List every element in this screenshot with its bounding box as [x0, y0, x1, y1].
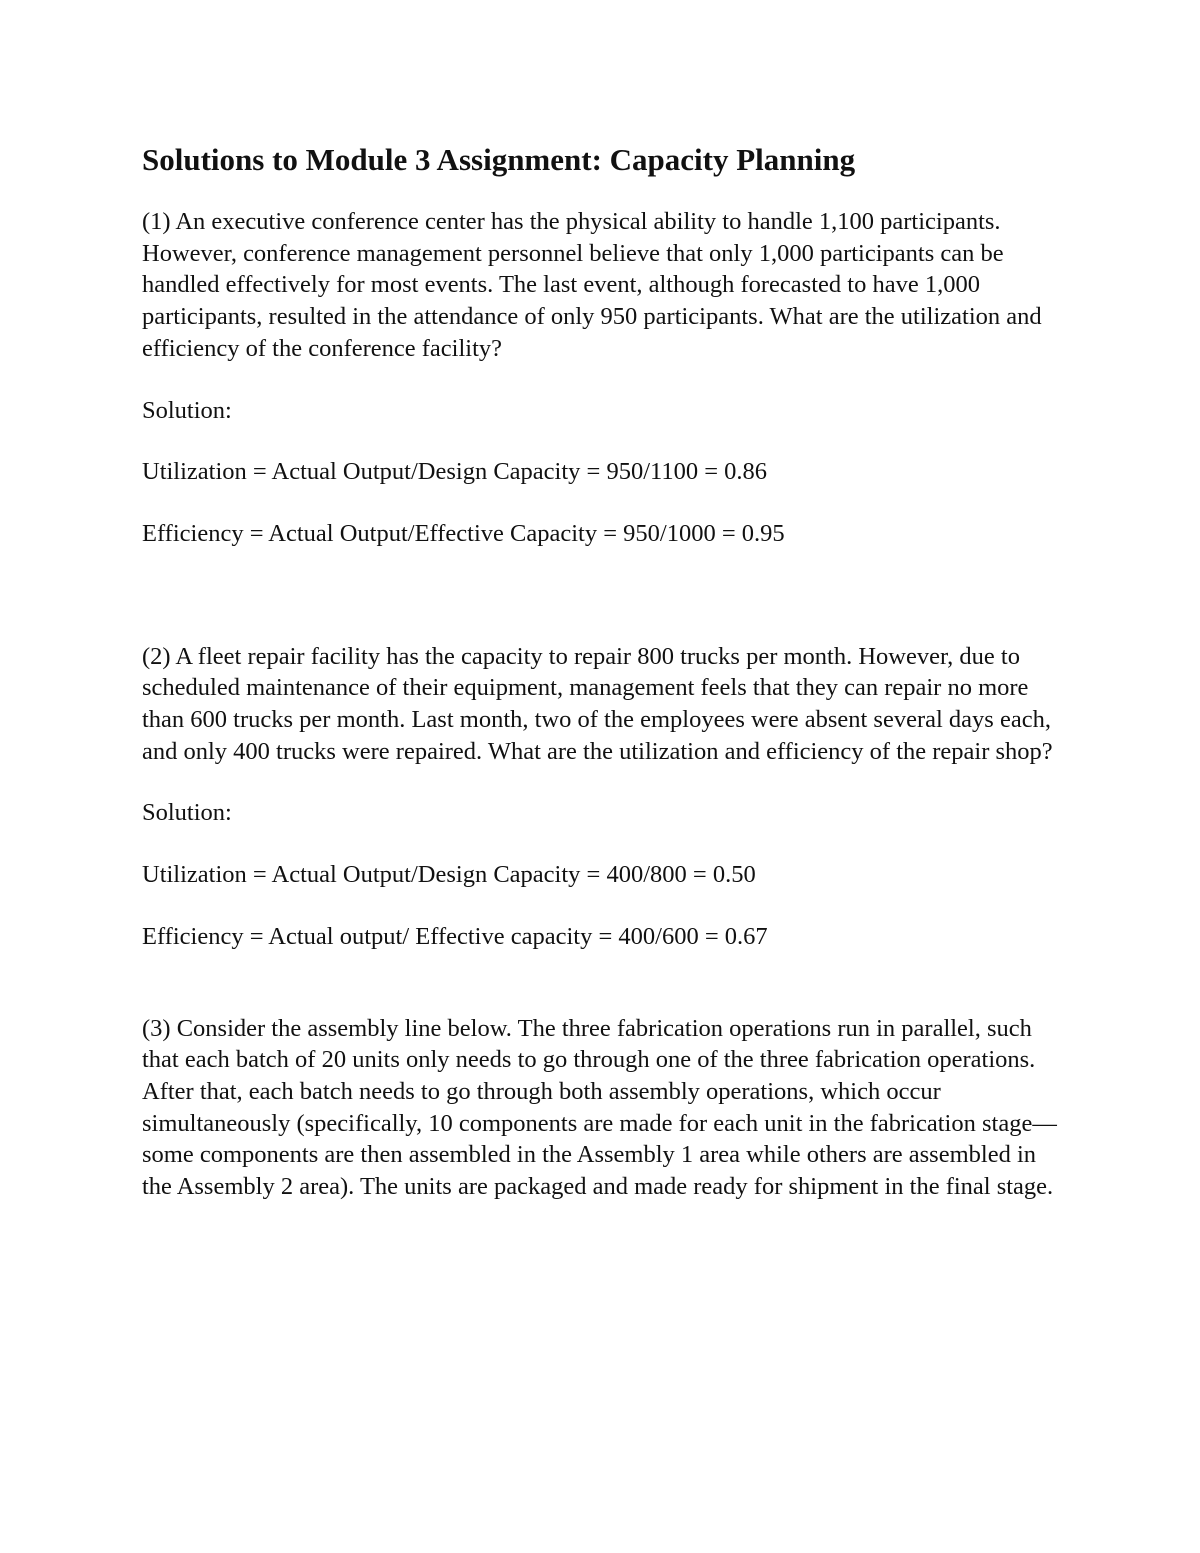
question-2-utilization: Utilization = Actual Output/Design Capacity = 400/800 = 0.50 — [142, 861, 756, 889]
document-title: Solutions to Module 3 Assignment: Capacity Planning — [142, 142, 856, 177]
question-1-utilization: Utilization = Actual Output/Design Capacity = 950/1100 = 0.86 — [142, 458, 768, 486]
question-1-text: (1) An executive conference center has the physical ability to handle 1,100 participants. However, conference management personnel believe that only 1,000 participants can be handled effectively for most events. The last event, although forecasted to have 1,000 participants, resulted in the attendance of only 950 participants. What are the utilization and efficiency of the conference facility? — [142, 208, 1042, 362]
question-1-efficiency: Efficiency = Actual Output/Effective Capacity = 950/1000 = 0.95 — [142, 519, 785, 547]
question-3-text: (3) Consider the assembly line below. The three fabrication operations run in parallel, such that each batch of 20 units only needs to go through one of the three fabrication operations. After that, each batch needs to go through both assembly operations, which occur simultaneously (specifically, 10 components are made for each unit in the fabrication stage—some components are then assembled in the Assembly 1 area while others are assembled in the Assembly 2 area). The units are packaged and made ready for shipment in the final stage. — [142, 1014, 1057, 1201]
question-2-text: (2) A fleet repair facility has the capacity to repair 800 trucks per month. However, due to scheduled maintenance of their equipment, management feels that they can repair no more than 600 trucks per month. Last month, two of the employees were absent several days each, and only 400 trucks were repaired. What are the utilization and efficiency of the repair shop? — [142, 642, 1053, 765]
question-2-efficiency: Efficiency = Actual output/ Effective capacity = 400/600 = 0.67 — [142, 922, 768, 950]
question-1-solution-label: Solution: — [142, 396, 232, 424]
question-2-solution-label: Solution: — [142, 799, 232, 827]
document-content — [142, 140, 1067, 1203]
